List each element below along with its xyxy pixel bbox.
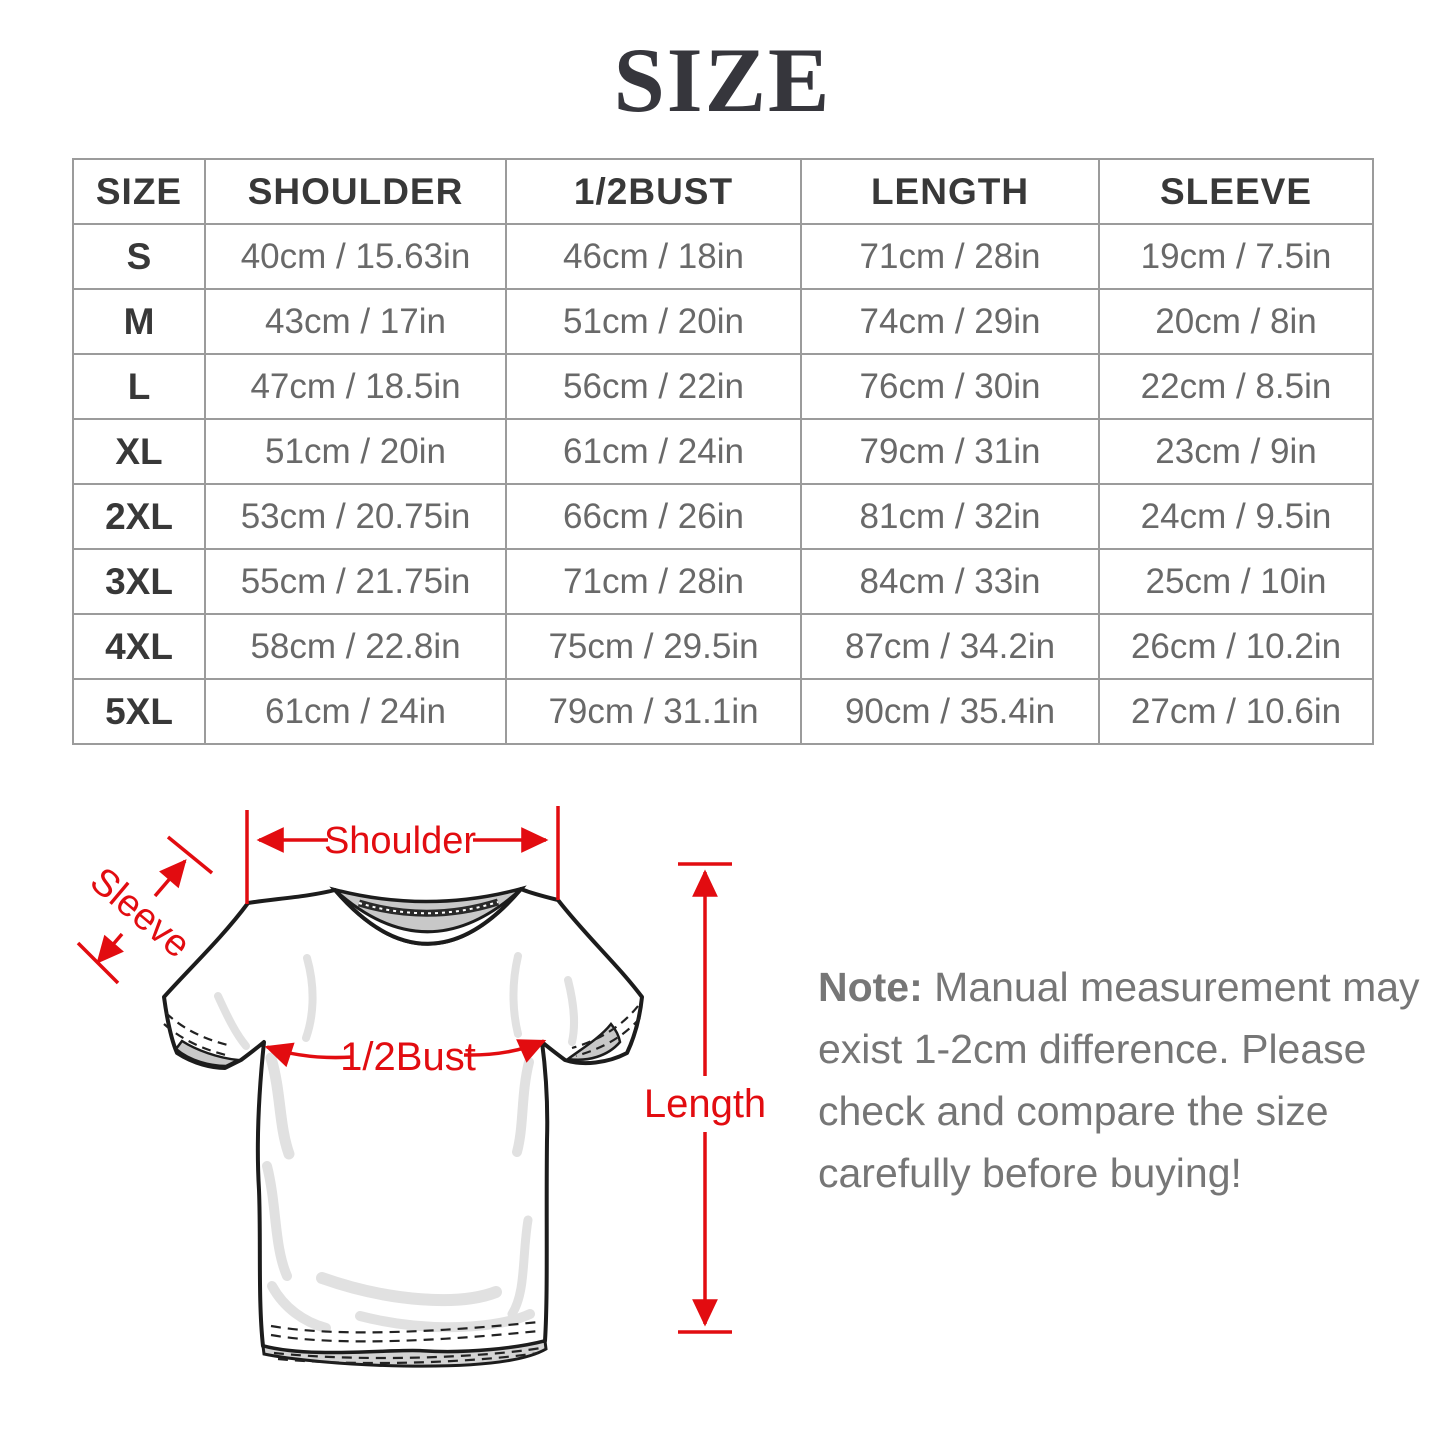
size-label-cell: M xyxy=(73,289,205,354)
note-label: Note: xyxy=(818,964,923,1010)
tshirt-outline xyxy=(164,889,642,1353)
length-dimension xyxy=(644,864,766,1332)
note-line xyxy=(818,956,1418,1018)
measurement-cell: 66cm / 26in xyxy=(506,484,801,549)
size-label-cell: L xyxy=(73,354,205,419)
sleeve-arrow-up xyxy=(155,861,185,896)
table-row xyxy=(73,614,1373,679)
measurement-cell: 76cm / 30in xyxy=(801,354,1099,419)
column-header-shoulder: SHOULDER xyxy=(205,159,506,224)
shoulder-label: Shoulder xyxy=(323,820,477,862)
measurement-cell: 26cm / 10.2in xyxy=(1099,614,1373,679)
size-label-cell: S xyxy=(73,224,205,289)
size-table xyxy=(72,158,1374,745)
column-header-size: SIZE xyxy=(73,159,205,224)
measurement-cell: 56cm / 22in xyxy=(506,354,801,419)
half-bust-label: 1/2Bust xyxy=(340,1035,476,1079)
measurement-cell: 47cm / 18.5in xyxy=(205,354,506,419)
measurement-cell: 81cm / 32in xyxy=(801,484,1099,549)
measurement-cell: 71cm / 28in xyxy=(506,549,801,614)
measurement-cell: 20cm / 8in xyxy=(1099,289,1373,354)
measurement-cell: 43cm / 17in xyxy=(205,289,506,354)
sleeve-arrow-down xyxy=(98,934,122,962)
measurement-cell: 53cm / 20.75in xyxy=(205,484,506,549)
measurement-cell: 79cm / 31in xyxy=(801,419,1099,484)
measurement-cell: 40cm / 15.63in xyxy=(205,224,506,289)
measurement-cell: 27cm / 10.6in xyxy=(1099,679,1373,744)
measurement-cell: 23cm / 9in xyxy=(1099,419,1373,484)
note-line: check and compare the size xyxy=(818,1088,1329,1134)
note-line-text: Manual measurement may xyxy=(934,964,1420,1010)
measurement-cell: 19cm / 7.5in xyxy=(1099,224,1373,289)
measurement-cell: 51cm / 20in xyxy=(506,289,801,354)
note-line: carefully before buying! xyxy=(818,1150,1242,1196)
sleeve-tick-upper xyxy=(168,837,212,873)
measurement-cell: 90cm / 35.4in xyxy=(801,679,1099,744)
size-label-cell: 5XL xyxy=(73,679,205,744)
table-row xyxy=(73,549,1373,614)
measurement-cell: 75cm / 29.5in xyxy=(506,614,801,679)
size-label-cell: 3XL xyxy=(73,549,205,614)
note-text xyxy=(818,956,1418,1204)
sleeve-dimension xyxy=(78,837,212,983)
tshirt-drawing xyxy=(164,889,642,1366)
table-row xyxy=(73,679,1373,744)
table-row xyxy=(73,419,1373,484)
measurement-cell: 24cm / 9.5in xyxy=(1099,484,1373,549)
column-header-length: LENGTH xyxy=(801,159,1099,224)
page-title: SIZE xyxy=(613,29,832,131)
measurement-cell: 71cm / 28in xyxy=(801,224,1099,289)
measurement-cell: 79cm / 31.1in xyxy=(506,679,801,744)
measurement-cell: 55cm / 21.75in xyxy=(205,549,506,614)
size-table-body xyxy=(73,224,1373,744)
table-header-row xyxy=(73,159,1373,224)
measurement-cell: 61cm / 24in xyxy=(506,419,801,484)
tshirt-measurement-diagram xyxy=(60,800,780,1420)
measurement-cell: 61cm / 24in xyxy=(205,679,506,744)
measurement-cell: 46cm / 18in xyxy=(506,224,801,289)
measurement-cell: 58cm / 22.8in xyxy=(205,614,506,679)
measurement-cell: 25cm / 10in xyxy=(1099,549,1373,614)
length-label: Length xyxy=(643,1082,767,1126)
size-label-cell: 4XL xyxy=(73,614,205,679)
measurement-cell: 87cm / 34.2in xyxy=(801,614,1099,679)
column-header-sleeve: SLEEVE xyxy=(1099,159,1373,224)
sleeve-label: Sleeve xyxy=(81,859,199,967)
measurement-cell: 51cm / 20in xyxy=(205,419,506,484)
table-row xyxy=(73,354,1373,419)
table-row xyxy=(73,289,1373,354)
size-label-cell: XL xyxy=(73,419,205,484)
column-header-halfbust: 1/2BUST xyxy=(506,159,801,224)
measurement-cell: 22cm / 8.5in xyxy=(1099,354,1373,419)
measurement-cell: 74cm / 29in xyxy=(801,289,1099,354)
table-row xyxy=(73,484,1373,549)
note-line: exist 1-2cm difference. Please xyxy=(818,1026,1367,1072)
shoulder-dimension xyxy=(247,806,558,904)
sleeve-tick-lower xyxy=(78,943,118,983)
table-row xyxy=(73,224,1373,289)
size-label-cell: 2XL xyxy=(73,484,205,549)
measurement-cell: 84cm / 33in xyxy=(801,549,1099,614)
